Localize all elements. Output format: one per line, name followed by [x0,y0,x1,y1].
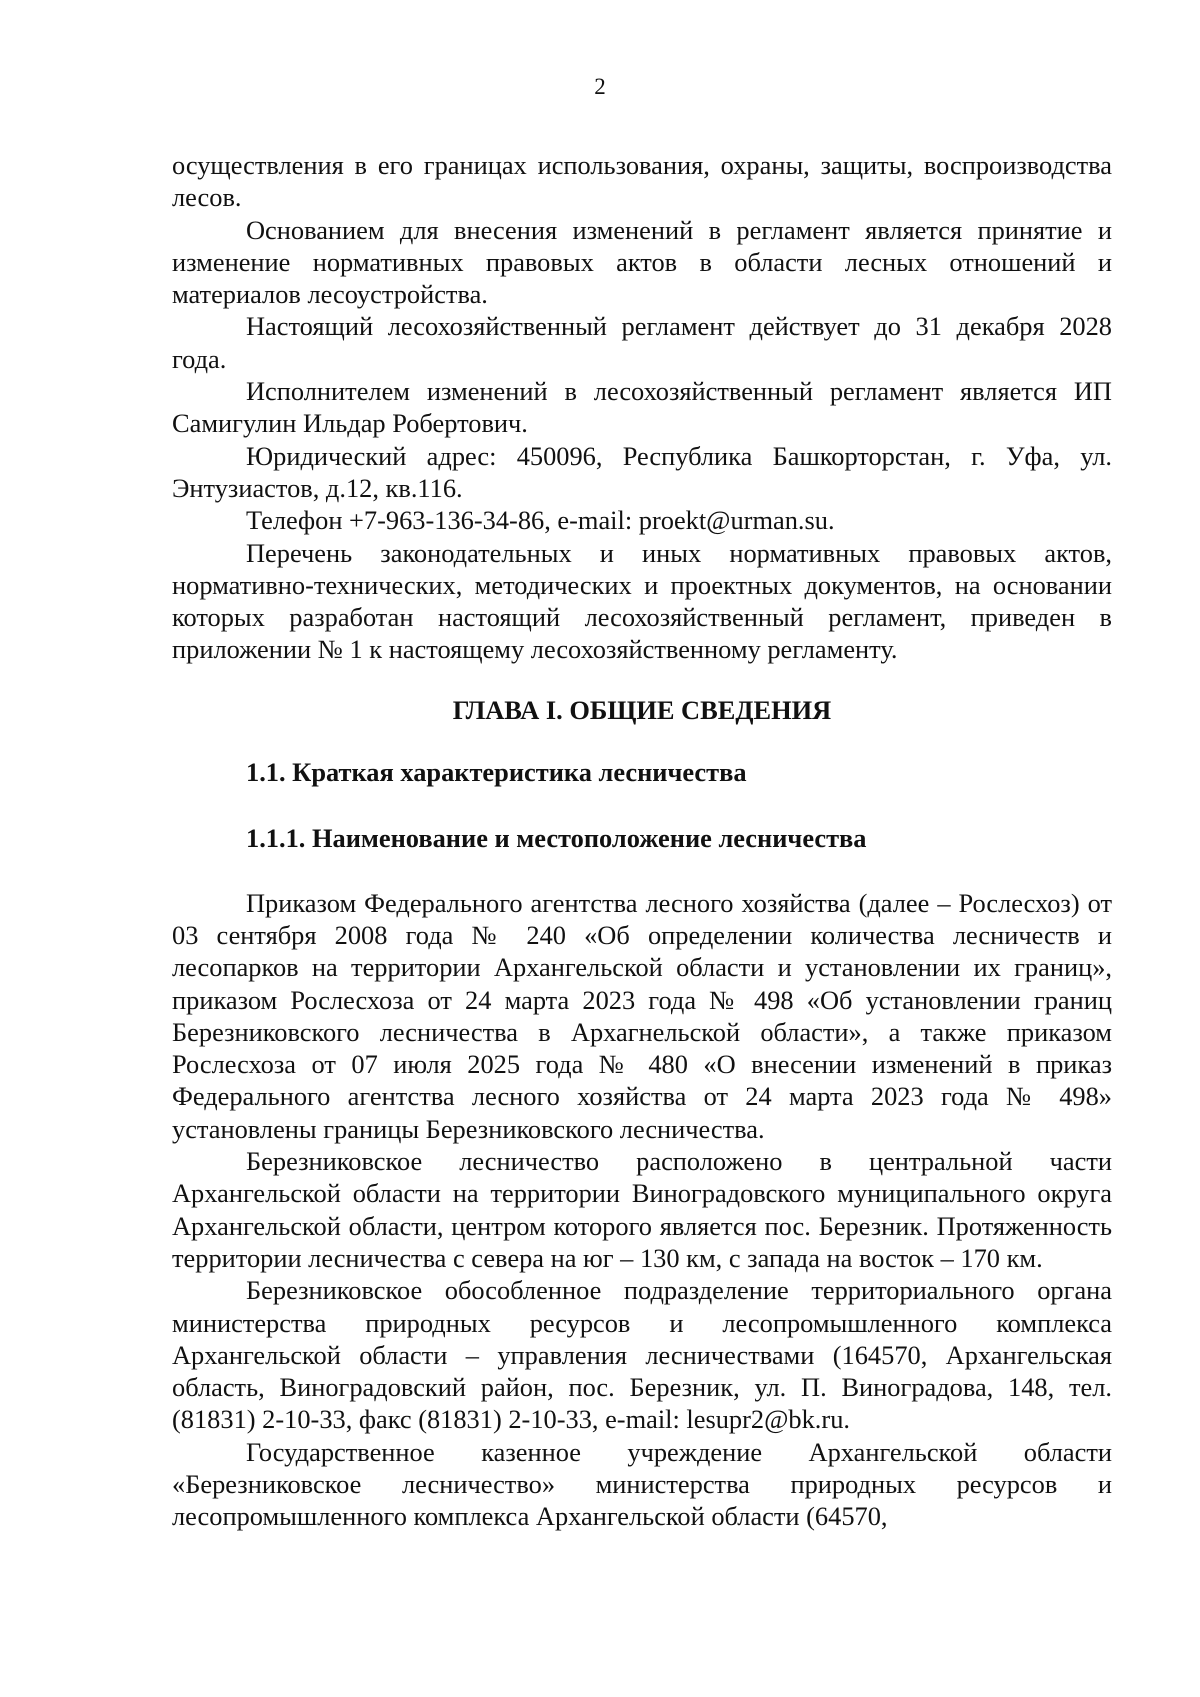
paragraph-amendment-basis: Основанием для внесения изменений в регламент является принятие и изменение нормативных правовых актов в области лесных отношений и материалов лесоустройства. [172,214,1112,310]
paragraph-continuation: осуществления в его границах использования, охраны, защиты, воспроизводства лесов. [172,150,1112,213]
paragraph-documents-list: Перечень законодательных и иных нормативных правовых актов, нормативно-технических, методических и проектных документов, на основании которых разработан настоящий лесохозяйственный регламент, приведен в приложении № 1 к настоящему лесохозяйственному регламенту. [172,537,1112,665]
paragraph-state-institution: Государственное казенное учреждение Архангельской области «Березниковское лесничество» министерства природных ресурсов и лесопромышленного комплекса Архангельской области (64570, [172,1436,1112,1532]
section-title: 1.1. Краткая характеристика лесничества [246,757,747,788]
paragraph-management-office: Березниковское обособленное подразделение территориального органа министерства природных ресурсов и лесопромышленного комплекса Архангельской области – управления лесничествами (164570, Архангельская область, Виноградовский район, пос. Березник, ул. П. Виноградова, 148, тел. (81831) 2-10-33, факс (81831) 2-10-33, e-mail: lesupr2@bk.ru. [172,1275,1112,1435]
paragraph-validity: Настоящий лесохозяйственный регламент действует до 31 декабря 2028 года. [172,311,1112,374]
page-content [172,149,1112,1533]
paragraph-orders: Приказом Федерального агентства лесного хозяйства (далее – Рослесхоз) от 03 сентября 2008 года № 240 «Об определении количества лесничеств и лесопарков на территории Архангельской области и установлении их границ», приказом Рослесхоза от 24 марта 2023 года № 498 «Об установлении границ Березниковского лесничества в Архагнельской области», а также приказом Рослесхоза от 07 июля 2025 года № 480 «О внесении изменений в приказ Федерального агентства лесного хозяйства от 24 марта 2023 года № 498» установлены границы Березниковского лесничества. [172,887,1112,1144]
paragraph-legal-address: Юридический адрес: 450096, Республика Башкорторстан, г. Уфа, ул. Энтузиастов, д.12, кв.116. [172,440,1112,503]
paragraph-location: Березниковское лесничество расположено в центральной части Архангельской области на территории Виноградовского муниципального округа Архангельской области, центром которого является пос. Березник. Протяженность территории лесничества с севера на юг – 130 км, с запада на восток – 170 км. [172,1146,1112,1273]
page-number: 2 [594,74,606,99]
subsection-title: 1.1.1. Наименование и местоположение лесничества [246,823,867,854]
paragraph-contacts: Телефон +7-963-136-34-86, e-mail: proekt@urman.su. [246,505,835,536]
paragraph-executor: Исполнителем изменений в лесохозяйственный регламент является ИП Самигулин Ильдар Робертович. [172,376,1112,439]
chapter-title: ГЛАВА I. ОБЩИЕ СВЕДЕНИЯ [452,694,832,725]
